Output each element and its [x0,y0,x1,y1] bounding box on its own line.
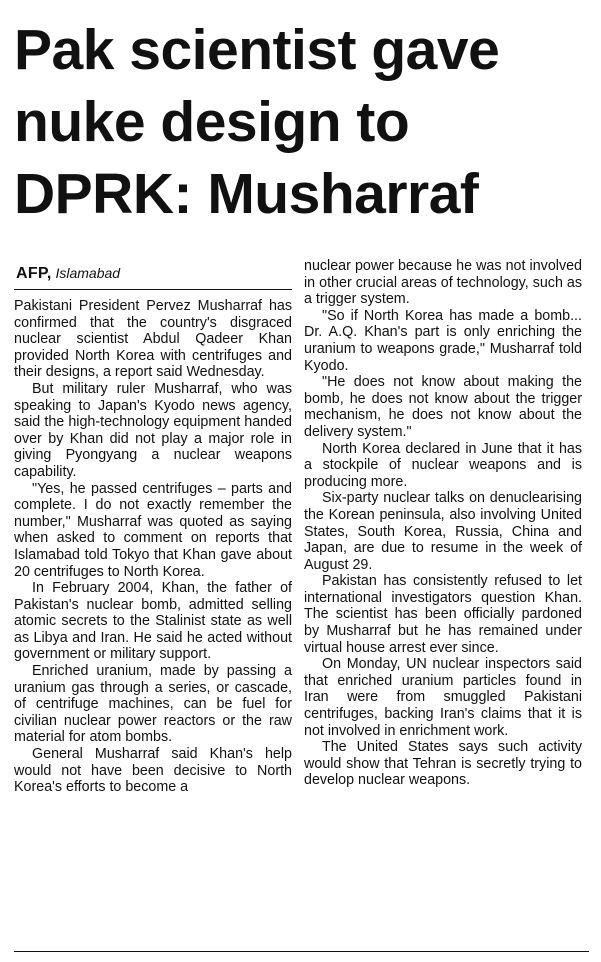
headline [14,14,589,230]
byline-rule [14,289,292,290]
paragraph: But military ruler Musharraf, who was speaking to Japan's Kyodo news agency, said the high-technology equipment handed over by Khan did not play a major role in giving Pyongyang a nuclear weapons capability. [14,380,292,480]
paragraph: Six-party nuclear talks on denuclearising the Korean peninsula, also involving United States, South Korea, Russia, China and Japan, are due to resume in the week of August 29. [304,490,582,573]
paragraph: Enriched uranium, made by passing a uranium gas through a series, or cascade, of centrifuge machines, can be fuel for civilian nuclear power reactors or the raw material for atom bombs. [14,663,292,746]
right-column [304,258,582,796]
headline-line-1: Pak scientist gave [14,18,500,82]
left-column [14,258,292,796]
paragraph: Pakistan has consistently refused to let international investigators question Khan. The scientist has been officially pardoned by Musharraf but he has remained under virtual house arrest ever since. [304,573,582,656]
paragraph: North Korea declared in June that it has a stockpile of nuclear weapons and is producing more. [304,440,582,490]
paragraph: General Musharraf said Khan's help would not have been decisive to North Korea's efforts to become a [14,746,292,796]
byline-agency: AFP, [16,265,52,282]
paragraph: nuclear power because he was not involved in other crucial areas of technology, such as a trigger system. [304,258,582,308]
paragraph: The United States says such activity would show that Tehran is secretly trying to develop nuclear weapons. [304,739,582,789]
article-body [14,258,589,796]
paragraph: In February 2004, Khan, the father of Pakistan's nuclear bomb, admitted selling atomic secrets to the Stalinist state as well as Libya and Iran. He said he acted without government or military support. [14,580,292,663]
paragraph: "He does not know about making the bomb, he does not know about the trigger mechanism, he does not know about the delivery system." [304,374,582,440]
byline [16,264,292,283]
headline-line-3: DPRK: Musharraf [14,162,479,226]
paragraph: On Monday, UN nuclear inspectors said that enriched uranium particles found in Iran were from smuggled Pakistani centrifuges, backing Iran's claims that it is not involved in enrichment work. [304,656,582,739]
headline-line-2: nuke design to [14,90,410,154]
paragraph: Pakistani President Pervez Musharraf has confirmed that the country's disgraced nuclear scientist Abdul Qadeer Khan provided North Korea with centrifuges and their designs, a report said Wednesday. [14,298,292,381]
paragraph: "So if North Korea has made a bomb... Dr. A.Q. Khan's part is only enriching the uranium to weapons grade," Musharraf told Kyodo. [304,307,582,374]
byline-place: Islamabad [55,265,121,281]
news-clipping [14,14,589,954]
paragraph: "Yes, he passed centrifuges – parts and complete. I do not exactly remember the number," Musharraf was quoted as saying when asked to comment on reports that Islamabad told Tokyo that Khan gave about 20 centrifuges to North Korea. [14,480,292,580]
bottom-rule [14,951,589,952]
